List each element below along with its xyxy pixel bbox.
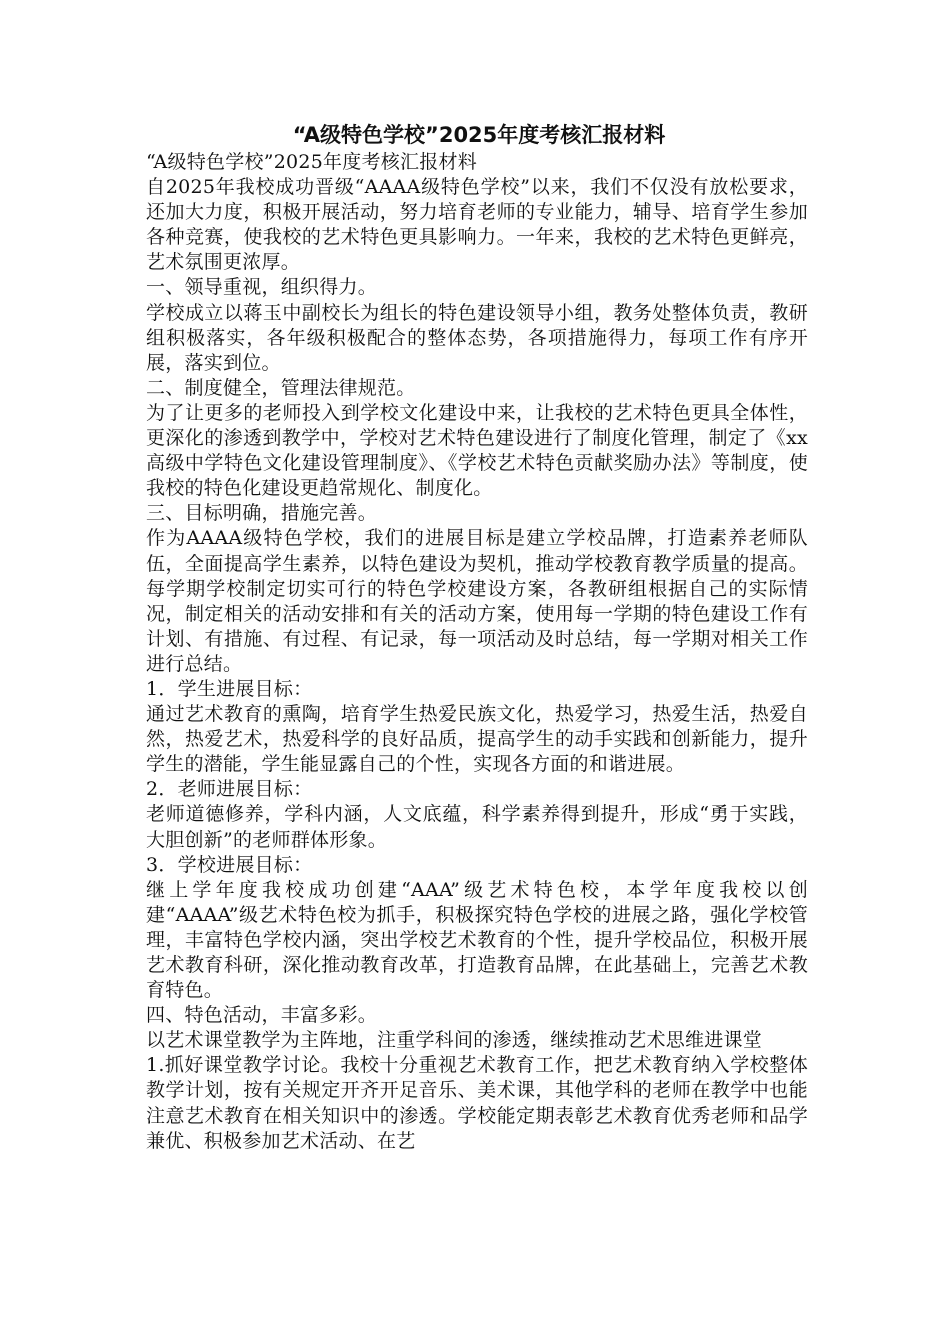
body-paragraph: 继上学年度我校成功创建“AAA”级艺术特色校，本学年度我校以创建“AAAA”级艺术特色校为抓手，积极探究特色学校的进展之路，强化学校管理，丰富特色学校内涵，突出学校艺术教育的个性，提升学校品位，积极开展艺术教育科研，深化推动教育改革，打造教育品牌，在此基础上，完善艺术教育特色。 <box>146 878 808 1002</box>
subsection-heading-school: 3．学校进展目标： <box>146 853 313 876</box>
body-paragraph: 以艺术课堂教学为主阵地，注重学科间的渗透，继续推动艺术思维进课堂 <box>146 1029 763 1052</box>
section-heading-2: 二、制度健全，管理法律规范。 <box>146 376 416 399</box>
subsection-heading-teachers: 2．老师进展目标： <box>146 778 313 801</box>
body-paragraph: 通过艺术教育的熏陶，培育学生热爱民族文化，热爱学习，热爱生活，热爱自然，热爱艺术，热爱科学的良好品质，提高学生的动手实践和创新能力，提升学生的潜能，学生能显露自己的个性，实现各方面的和谐进展。 <box>146 703 808 776</box>
body-paragraph: 学校成立以蒋玉中副校长为组长的特色建设领导小组，教务处整体负责，教研组积极落实，各年级积极配合的整体态势，各项措施得力，每项工作有序开展，落实到位。 <box>146 301 808 374</box>
body-paragraph: 老师道德修养，学科内涵，人文底蕴，科学素养得到提升，形成“勇于实践，大胆创新”的老师群体形象。 <box>146 803 808 851</box>
document-title: “A级特色学校”2025年度考核汇报材料 <box>292 123 666 147</box>
subsection-heading-students: 1．学生进展目标： <box>146 677 313 700</box>
section-heading-3: 三、目标明确，措施完善。 <box>146 502 378 525</box>
section-heading-4: 四、特色活动，丰富多彩。 <box>146 1004 378 1027</box>
body-paragraph: 作为AAAA级特色学校，我们的进展目标是建立学校品牌，打造素养老师队伍，全面提高学生素养，以特色建设为契机，推动学校教育教学质量的提高。每学期学校制定切实可行的特色学校建设方案，各教研组根据自己的实际情况，制定相关的活动安排和有关的活动方案，使用每一学期的特色建设工作有计划、有措施、有过程、有记录，每一项活动及时总结，每一学期对相关工作进行总结。 <box>146 527 808 675</box>
section-heading-1: 一、领导重视，组织得力。 <box>146 276 378 299</box>
body-paragraph: 1.抓好课堂教学讨论。我校十分重视艺术教育工作，把艺术教育纳入学校整体教学计划，按有关规定开齐开足音乐、美术课，其他学科的老师在教学中也能注意艺术教育在相关知识中的渗透。学校能定期表彰艺术教育优秀老师和品学兼优、积极参加艺术活动、在艺 <box>146 1054 808 1152</box>
document-page <box>146 120 808 1154</box>
subtitle-paragraph: “A级特色学校”2025年度考核汇报材料 <box>146 151 478 173</box>
intro-paragraph: 自2025年我校成功晋级“AAAA级特色学校”以来，我们不仅没有放松要求，还加大力度，积极开展活动，努力培育老师的专业能力，辅导、培育学生参加各种竞赛，使我校的艺术特色更具影响力。一年来，我校的艺术特色更鲜亮，艺术氛围更浓厚。 <box>146 176 808 274</box>
body-paragraph: 为了让更多的老师投入到学校文化建设中来，让我校的艺术特色更具全体性，更深化的渗透到教学中，学校对艺术特色建设进行了制度化管理，制定了《xx高级中学特色文化建设管理制度》、《学校艺术特色贡献奖励办法》等制度，使我校的特色化建设更趋常规化、制度化。 <box>146 401 808 500</box>
document-body <box>146 150 808 1154</box>
